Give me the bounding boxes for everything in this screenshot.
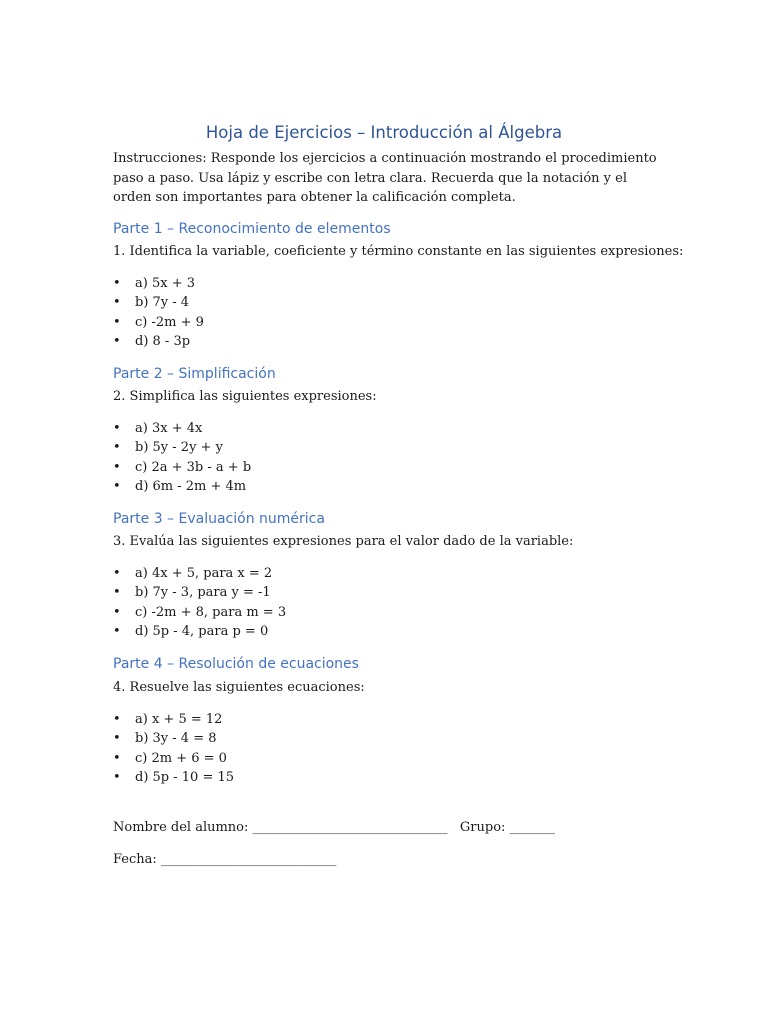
list-item: • c) 2a + 3b - a + b [113, 458, 251, 477]
item-list-3 [113, 564, 286, 641]
bullet-icon: • [113, 295, 121, 311]
bullet-icon: • [113, 604, 121, 620]
bullet-icon: • [113, 712, 121, 727]
list-item: • b) 5y - 2y + y [113, 438, 251, 457]
list-item: • c) -2m + 9 [113, 313, 204, 332]
list-item: • d) 5p - 4, para p = 0 [113, 622, 286, 641]
bullet-icon: • [113, 750, 121, 766]
bullet-icon: • [113, 566, 121, 581]
list-item: • d) 6m - 2m + 4m [113, 477, 251, 496]
list-item: • a) 4x + 5, para x = 2 [113, 564, 286, 583]
bullet-icon: • [113, 478, 121, 494]
question-1: 1. Identifica la variable, coeficiente y término constante en las siguientes expresiones: [113, 244, 684, 259]
bullet-icon: • [113, 769, 121, 785]
bullet-icon: • [113, 731, 121, 747]
bullet-icon: • [113, 333, 121, 349]
bullet-icon: • [113, 623, 121, 639]
list-item: • c) -2m + 8, para m = 3 [113, 603, 286, 622]
item-list-2 [113, 419, 251, 496]
student-name-group-line: Nombre del alumno: ______________________________ Grupo: _______ [113, 820, 556, 835]
section-title-3: Parte 3 – Evaluación numérica [113, 511, 325, 527]
bullet-icon: • [113, 276, 121, 291]
date-line: Fecha: ___________________________ [113, 852, 337, 867]
page-title: Hoja de Ejercicios – Introducción al Álgebra [205, 123, 563, 142]
list-item: • d) 8 - 3p [113, 332, 204, 351]
list-item: • d) 5p - 10 = 15 [113, 768, 234, 787]
list-item: • a) x + 5 = 12 [113, 710, 234, 729]
instructions-text: Instrucciones: Responde los ejercicios a continuación mostrando el procedimiento paso a paso. Usa lápiz y escribe con letra clara. Recuerda que la notación y el orden son importantes para obtener la calificación completa. [113, 151, 657, 205]
section-title-2: Parte 2 – Simplificación [113, 366, 276, 382]
list-item: • b) 7y - 4 [113, 293, 204, 312]
bullet-icon: • [113, 314, 121, 330]
bullet-icon: • [113, 440, 121, 456]
item-list-1 [113, 274, 204, 351]
list-item: • a) 5x + 3 [113, 274, 204, 293]
question-3: 3. Evalúa las siguientes expresiones para el valor dado de la variable: [113, 534, 574, 549]
bullet-icon: • [113, 459, 121, 475]
bullet-icon: • [113, 421, 121, 436]
question-2: 2. Simplifica las siguientes expresiones: [113, 389, 377, 404]
item-list-4 [113, 710, 234, 787]
bullet-icon: • [113, 585, 121, 601]
section-title-4: Parte 4 – Resolución de ecuaciones [113, 656, 359, 672]
list-item: • b) 7y - 3, para y = -1 [113, 583, 286, 602]
list-item: • b) 3y - 4 = 8 [113, 729, 234, 748]
list-item: • a) 3x + 4x [113, 419, 251, 438]
question-4: 4. Resuelve las siguientes ecuaciones: [113, 680, 365, 695]
section-title-1: Parte 1 – Reconocimiento de elementos [113, 221, 391, 237]
list-item: • c) 2m + 6 = 0 [113, 749, 234, 768]
